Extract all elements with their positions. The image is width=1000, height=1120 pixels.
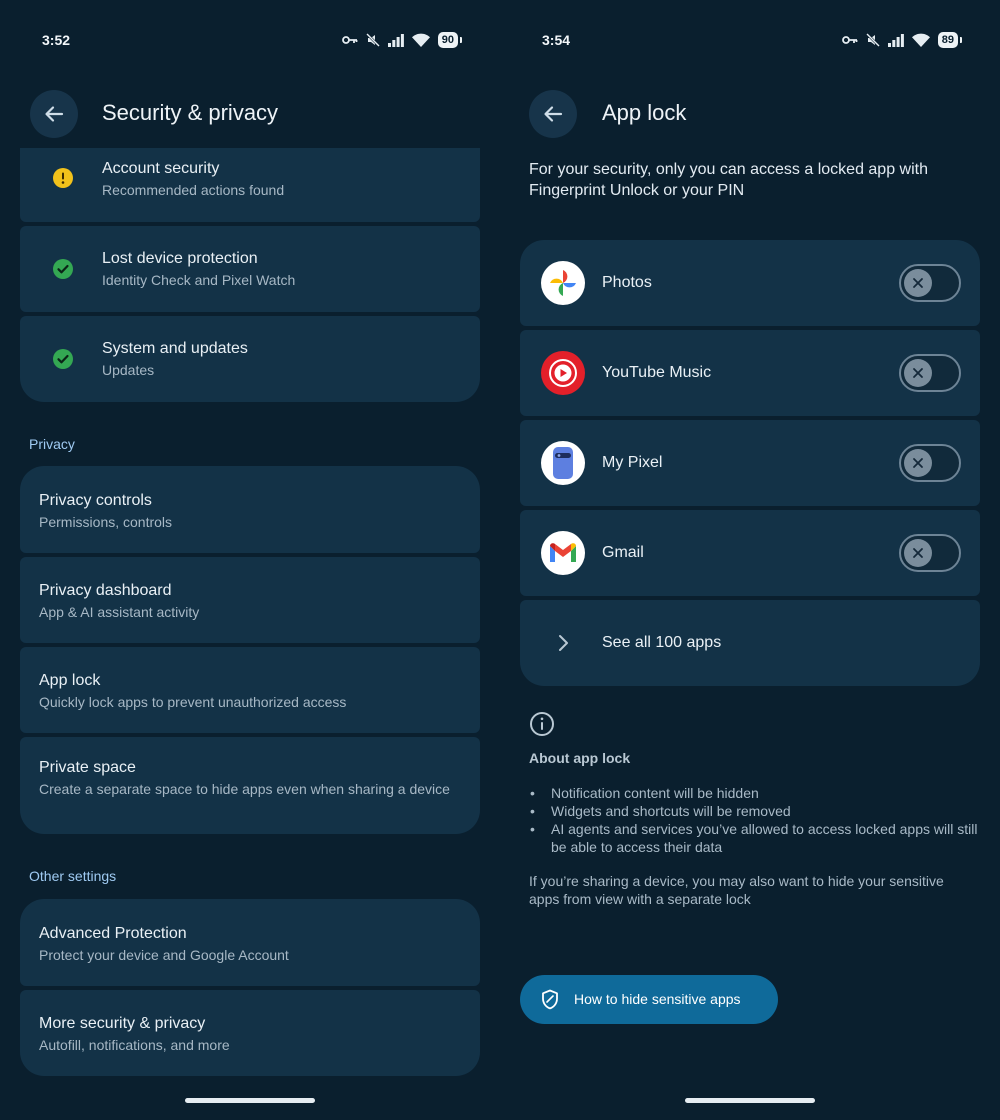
- status-bar: [0, 28, 500, 54]
- my-pixel-icon: [541, 441, 585, 485]
- toggle-knob: [904, 539, 932, 567]
- page-title: App lock: [602, 100, 687, 125]
- status-bar: [500, 28, 1000, 54]
- wifi-icon: [912, 33, 930, 47]
- home-indicator[interactable]: [685, 1098, 815, 1103]
- item-title: Privacy dashboard: [39, 582, 172, 599]
- item-title: App lock: [39, 672, 101, 689]
- item-subtitle: App & AI assistant activity: [39, 604, 200, 620]
- item-title: More security & privacy: [39, 1015, 206, 1032]
- home-indicator[interactable]: [185, 1098, 315, 1103]
- close-icon: [912, 457, 924, 469]
- item-subtitle: Create a separate space to hide apps even when sharing a device: [39, 781, 450, 797]
- check-circle-icon: [53, 349, 73, 369]
- item-title: Private space: [39, 759, 136, 776]
- about-point: • Notification content will be hidden: [529, 784, 979, 802]
- item-title: Advanced Protection: [39, 925, 187, 942]
- see-all-apps-button[interactable]: [520, 600, 980, 686]
- mute-icon: [866, 33, 880, 47]
- warning-icon: [53, 168, 73, 188]
- lock-toggle[interactable]: [899, 264, 961, 302]
- back-button[interactable]: [30, 90, 78, 138]
- item-subtitle: Permissions, controls: [39, 514, 173, 530]
- list-item-private-space[interactable]: [20, 737, 480, 834]
- vpn-key-icon: [342, 34, 358, 46]
- battery-indicator: 90: [438, 32, 458, 48]
- app-row-photos[interactable]: [520, 240, 980, 326]
- lock-toggle[interactable]: [899, 534, 961, 572]
- item-title: Privacy controls: [39, 492, 152, 509]
- section-label-other-settings: Other settings: [29, 868, 117, 884]
- item-title: Lost device protection: [102, 250, 258, 267]
- close-icon: [912, 547, 924, 559]
- item-subtitle: Protect your device and Google Account: [39, 947, 289, 963]
- signal-icon: [388, 34, 404, 47]
- arrow-back-icon: [43, 103, 65, 125]
- about-title: About app lock: [529, 750, 631, 766]
- youtube-music-icon: [541, 351, 585, 395]
- list-item-privacy-controls[interactable]: [20, 466, 480, 553]
- about-point: • Widgets and shortcuts will be removed: [529, 802, 979, 820]
- app-row-youtube-music[interactable]: [520, 330, 980, 416]
- list-item-more-security-privacy[interactable]: [20, 990, 480, 1076]
- toggle-knob: [904, 449, 932, 477]
- app-row-gmail[interactable]: [520, 510, 980, 596]
- item-subtitle: Updates: [102, 362, 155, 378]
- google-photos-icon: [541, 261, 585, 305]
- app-lock-description: For your security, only you can access a locked app with Fingerprint Unlock or your PIN: [529, 161, 928, 199]
- app-lock-screen: [500, 0, 1000, 1120]
- list-item-lost-device-protection[interactable]: [20, 226, 480, 312]
- item-title: Account security: [102, 160, 220, 177]
- close-icon: [912, 277, 924, 289]
- status-icons: [342, 32, 458, 48]
- vpn-key-icon: [842, 34, 858, 46]
- item-subtitle: Quickly lock apps to prevent unauthorized access: [39, 694, 347, 710]
- hide-sensitive-apps-label: How to hide sensitive apps: [574, 991, 741, 1007]
- section-label-privacy: Privacy: [29, 436, 75, 452]
- item-subtitle: Autofill, notifications, and more: [39, 1037, 230, 1053]
- signal-icon: [888, 34, 904, 47]
- status-time: 3:54: [542, 32, 571, 48]
- list-item-app-lock[interactable]: [20, 647, 480, 733]
- app-name: Gmail: [602, 544, 644, 561]
- about-points: [529, 784, 979, 856]
- list-item-advanced-protection[interactable]: [20, 899, 480, 986]
- arrow-back-icon: [542, 103, 564, 125]
- list-item-system-updates[interactable]: [20, 316, 480, 402]
- status-icons: [842, 32, 958, 48]
- hide-sensitive-apps-button[interactable]: [520, 975, 778, 1024]
- info-icon: [529, 711, 555, 737]
- about-point: • AI agents and services you’ve allowed to access locked apps will still be able to access their data: [529, 820, 979, 856]
- item-title: System and updates: [102, 340, 248, 357]
- lock-toggle[interactable]: [899, 354, 961, 392]
- lock-toggle[interactable]: [899, 444, 961, 482]
- wifi-icon: [412, 33, 430, 47]
- toggle-knob: [904, 359, 932, 387]
- list-item-privacy-dashboard[interactable]: [20, 557, 480, 643]
- toggle-knob: [904, 269, 932, 297]
- app-name: Photos: [602, 274, 652, 291]
- item-subtitle: Recommended actions found: [102, 182, 285, 198]
- status-time: 3:52: [42, 32, 71, 48]
- back-button[interactable]: [529, 90, 577, 138]
- app-name: My Pixel: [602, 454, 663, 471]
- see-all-label: See all 100 apps: [602, 634, 722, 651]
- check-circle-icon: [53, 259, 73, 279]
- mute-icon: [366, 33, 380, 47]
- battery-indicator: 89: [938, 32, 958, 48]
- close-icon: [912, 367, 924, 379]
- app-row-my-pixel[interactable]: [520, 420, 980, 506]
- item-subtitle: Identity Check and Pixel Watch: [102, 272, 296, 288]
- gmail-icon: [541, 531, 585, 575]
- page-title: Security & privacy: [102, 100, 279, 125]
- app-name: YouTube Music: [602, 364, 712, 381]
- chevron-right-icon: [557, 634, 569, 652]
- list-item-account-security[interactable]: [20, 148, 480, 222]
- shield-icon: [541, 989, 559, 1010]
- about-note: If you’re sharing a device, you may also want to hide your sensitive apps from view with a separate lock: [529, 873, 944, 907]
